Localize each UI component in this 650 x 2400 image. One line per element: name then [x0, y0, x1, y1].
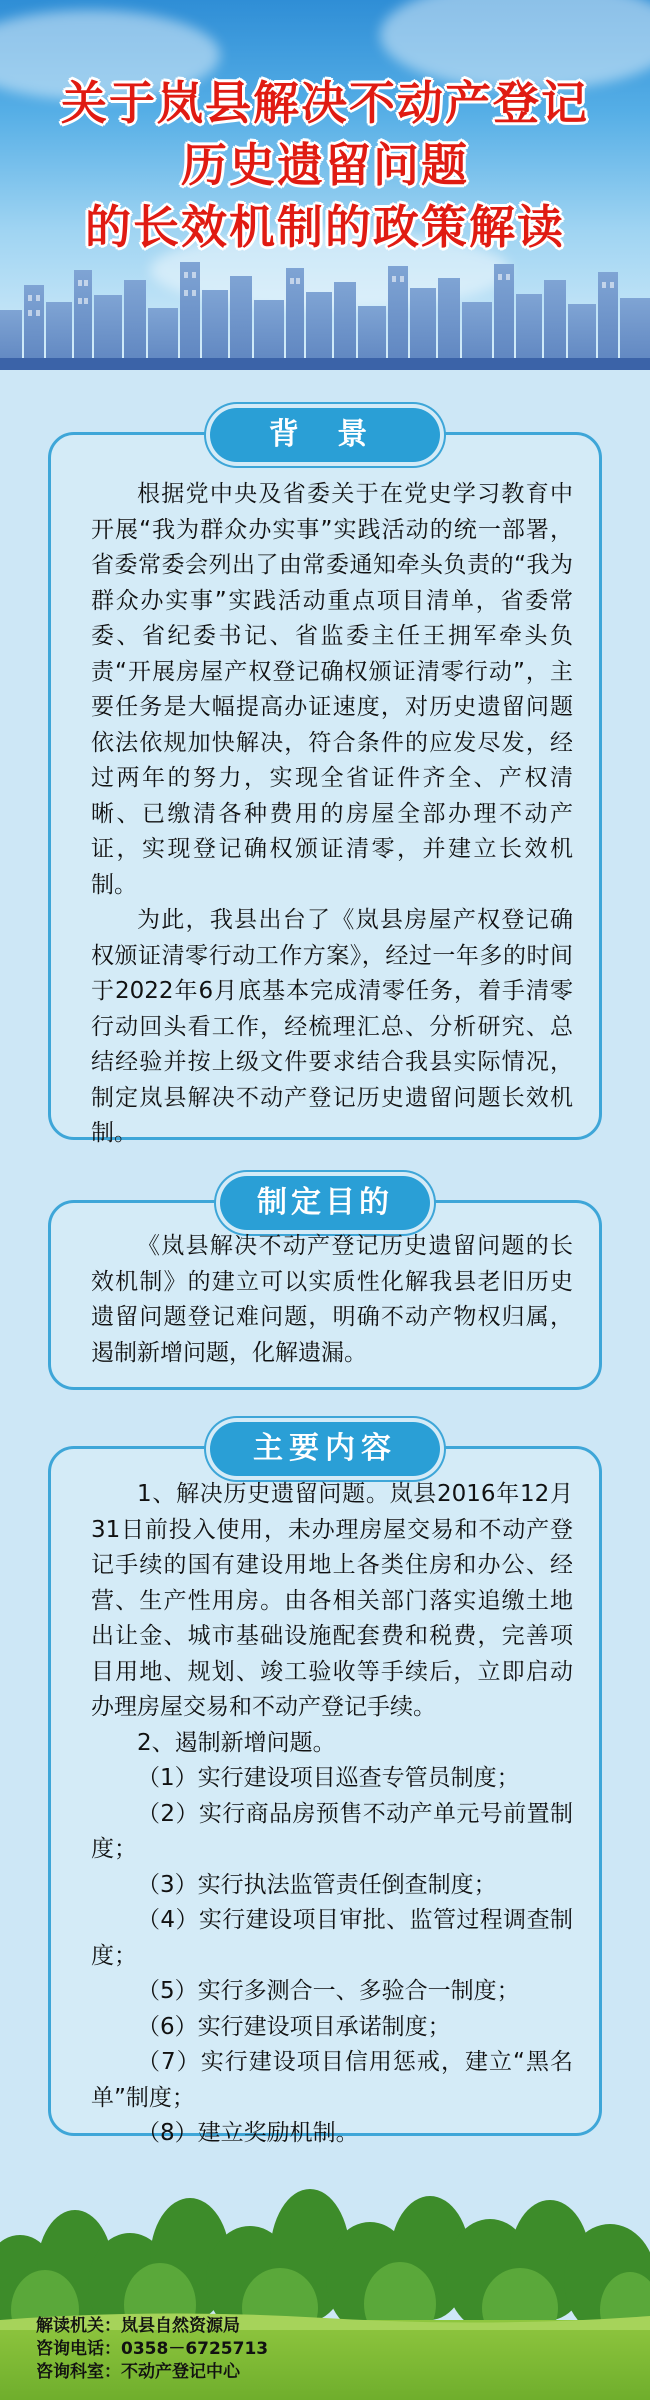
content-item: （7）实行建设项目信用惩戒，建立“黑名单”制度； — [91, 2049, 573, 2111]
footer-phone: 咨询电话：0358－6725713 — [36, 2339, 269, 2359]
page-title — [0, 72, 650, 258]
section-body-background — [91, 477, 573, 1152]
content-item: （4）实行建设项目审批、监管过程调查制度； — [91, 1907, 573, 1969]
city-skyline-illustration — [0, 240, 650, 370]
section-purpose — [48, 1185, 602, 1390]
title-line-3: 的长效机制的政策解读 — [85, 200, 565, 254]
section-main-content — [48, 1431, 602, 2146]
content-item: （8）建立奖励机制。 — [137, 2120, 359, 2146]
section-background — [48, 417, 602, 1146]
section-title-purpose: 制定目的 — [220, 1176, 430, 1230]
footer-contact-info — [36, 2315, 268, 2384]
content-item: （6）实行建设项目承诺制度； — [137, 2013, 451, 2040]
section-title-main-content: 主要内容 — [210, 1422, 440, 1476]
paragraph: 《岚县解决不动产登记历史遗留问题的长效机制》的建立可以实质性化解我县老旧历史遗留问题登记难问题，明确不动产物权归属，遏制新增问题，化解遗漏。 — [91, 1233, 573, 1366]
title-line-1: 关于岚县解决不动产登记 — [61, 76, 589, 130]
content-item: （3）实行执法监管责任倒查制度； — [137, 1871, 497, 1898]
section-body-main-content — [91, 1477, 573, 2152]
content-item: （1）实行建设项目巡查专管员制度； — [137, 1765, 520, 1791]
section-body-purpose — [91, 1229, 573, 1371]
content-item: （2）实行商品房预售不动产单元号前置制度； — [91, 1800, 573, 1862]
footer-department: 咨询科室：不动产登记中心 — [36, 2362, 240, 2382]
content-item: 1、解决历史遗留问题。岚县2016年12月31日前投入使用，未办理房屋交易和不动产登记手续的国有建设用地上各类住房和办公、经营、生产性用房。由各相关部门落实追缴土地出让金、城市基础设施配套费和税费，完善项目用地、规划、竣工验收等手续后，立即启动办理房屋交易和不动产登记手续。 — [91, 1481, 573, 1720]
header-banner — [0, 0, 650, 370]
title-line-2: 历史遗留问题 — [181, 138, 469, 192]
section-title-background: 背 景 — [210, 408, 440, 462]
paragraph: 根据党中央及省委关于在党史学习教育中开展“我为群众办实事”实践活动的统一部署，省委常委会列出了由常委通知牵头负责的“我为群众办实事”实践活动重点项目清单，省委常委、省纪委书记、省监委主任王拥军牵头负责“开展房屋产权登记确权颁证清零行动”，主要任务是大幅提高办证速度，对历史遗留问题依法依规加快解决，符合条件的应发尽发，经过两年的努力，实现全省证件齐全、产权清晰、已缴清各种费用的房屋全部办理不动产证，实现登记确权颁证清零，并建立长效机制。 — [91, 481, 573, 898]
content-item: 2、遏制新增问题。 — [137, 1729, 336, 1756]
paragraph: 为此，我县出台了《岚县房屋产权登记确权颁证清零行动工作方案》，经过一年多的时间于2022年6月底基本完成清零任务，着手清零行动回头看工作，经梳理汇总、分析研究、总结经验并按上级文件要求结合我县实际情况，制定岚县解决不动产登记历史遗留问题长效机制。 — [91, 907, 573, 1146]
content-item: （5）实行多测合一、多验合一制度； — [137, 1978, 520, 2004]
footer-agency: 解读机关：岚县自然资源局 — [36, 2316, 240, 2336]
